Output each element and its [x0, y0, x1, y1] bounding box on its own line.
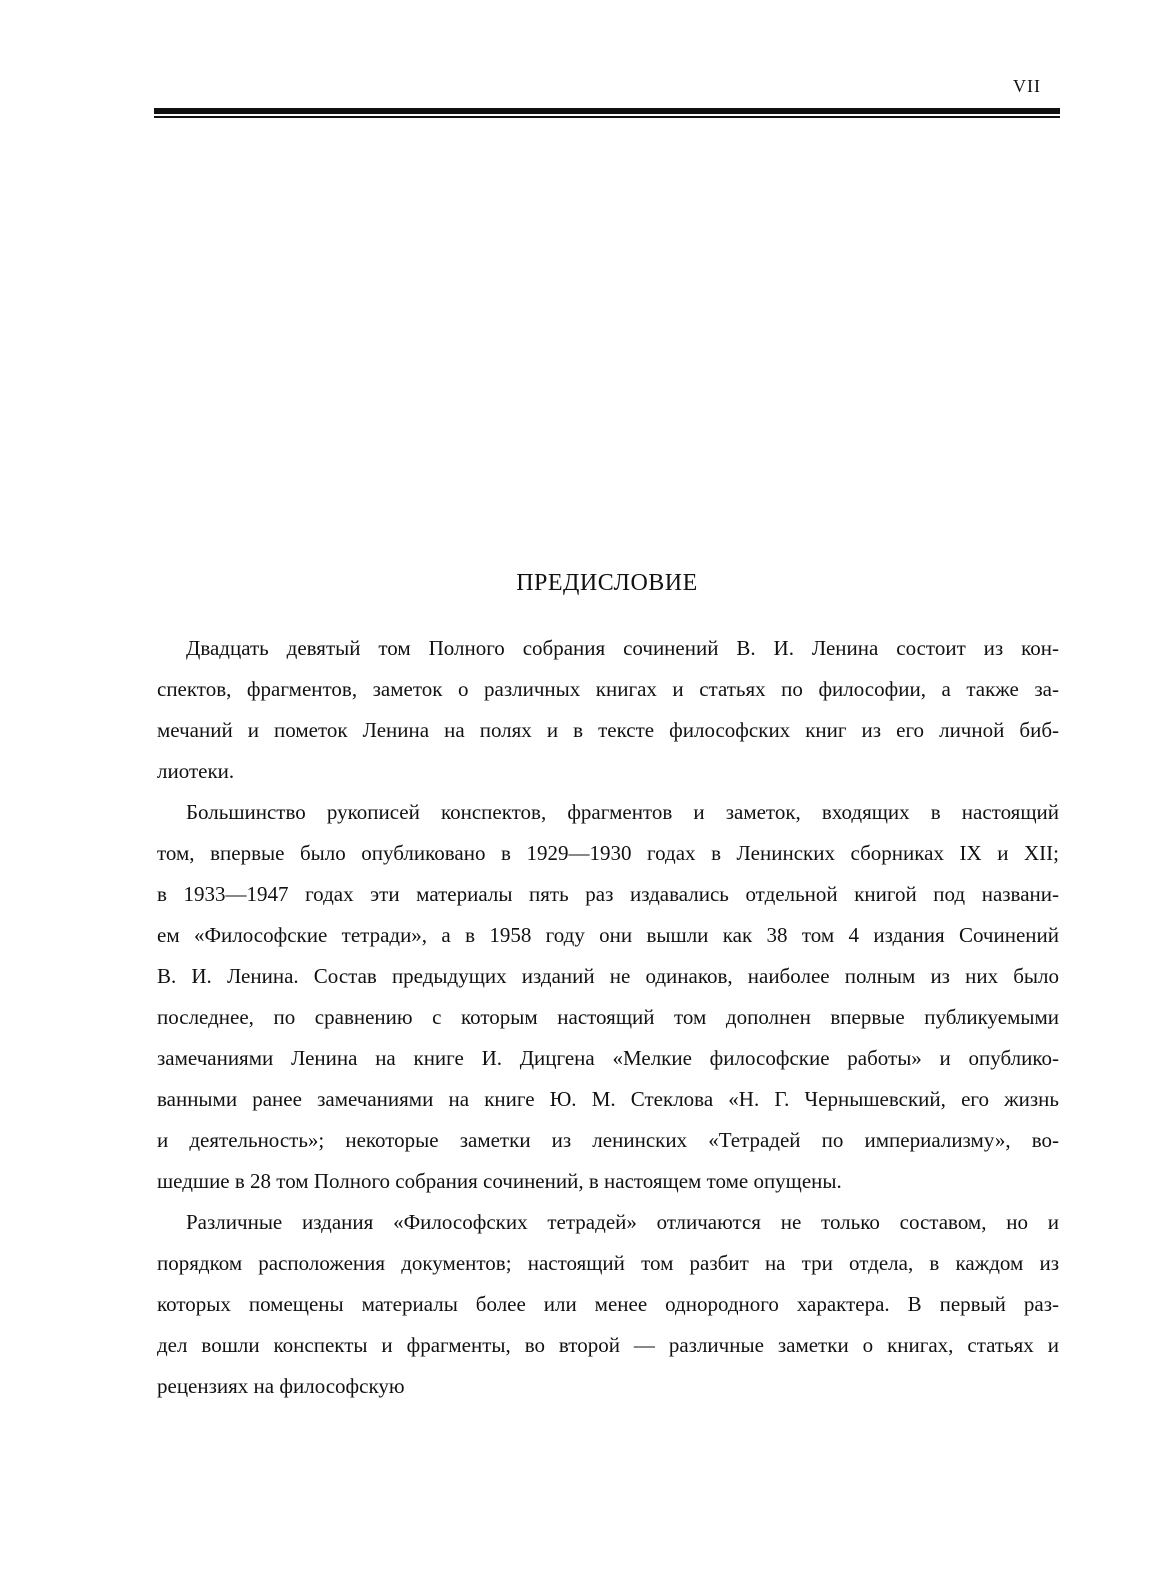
text-line: том, впервые было опубликовано в 1929—1930 годах в Ленинских сборниках IX и XII;	[157, 841, 1059, 865]
text-line: замечаниями Ленина на книге И. Дицгена «Мелкие философские работы» и опублико-	[157, 1046, 1059, 1070]
text-line: Большинство рукописей конспектов, фрагментов и заметок, входящих в настоящий	[186, 800, 1059, 824]
text-line: в 1933—1947 годах эти материалы пять раз издавались отдельной книгой под названи-	[157, 882, 1059, 906]
text-line: Двадцать девятый том Полного собрания сочинений В. И. Ленина состоит из кон-	[186, 636, 1059, 660]
paragraph-1	[157, 628, 1059, 792]
page-number: VII	[1013, 76, 1041, 96]
paragraph-3	[157, 1202, 1059, 1407]
text-line: рецензиях на философскую	[157, 1374, 405, 1398]
text-line: Различные издания «Философских тетрадей» отличаются не только составом, но и	[186, 1210, 1059, 1234]
text-line: последнее, по сравнению с которым настоящий том дополнен впервые публикуемыми	[157, 1005, 1059, 1029]
header-rule-thick	[154, 108, 1060, 114]
text-line: которых помещены материалы более или менее однородного характера. В первый раз-	[157, 1292, 1059, 1316]
text-line: лиотеки.	[157, 759, 235, 783]
text-line: ванными ранее замечаниями на книге Ю. М. Стеклова «Н. Г. Чернышевский, его жизнь	[157, 1087, 1059, 1111]
text-line: спектов, фрагментов, заметок о различных книгах и статьях по философии, а также за-	[157, 677, 1059, 701]
text-line: В. И. Ленина. Состав предыдущих изданий не одинаков, наиболее полным из них было	[157, 964, 1059, 988]
header-rule	[154, 108, 1060, 118]
text-line: мечаний и пометок Ленина на полях и в тексте философских книг из его личной биб-	[157, 718, 1059, 742]
text-line: дел вошли конспекты и фрагменты, во второй — различные заметки о книгах, статьях и	[157, 1333, 1059, 1357]
text-line: и деятельность»; некоторые заметки из ленинских «Тетрадей по империализму», во-	[157, 1128, 1059, 1152]
body-text	[157, 628, 1059, 1407]
text-line: ем «Философские тетради», а в 1958 году они вышли как 38 том 4 издания Сочинений	[157, 923, 1059, 947]
text-line: шедшие в 28 том Полного собрания сочинений, в настоящем томе опущены.	[157, 1169, 842, 1193]
header-rule-thin	[154, 116, 1060, 118]
text-line: порядком расположения документов; настоящий том разбит на три отдела, в каждом из	[157, 1251, 1059, 1275]
paragraph-2	[157, 792, 1059, 1202]
section-title: ПРЕДИСЛОВИЕ	[516, 570, 698, 596]
